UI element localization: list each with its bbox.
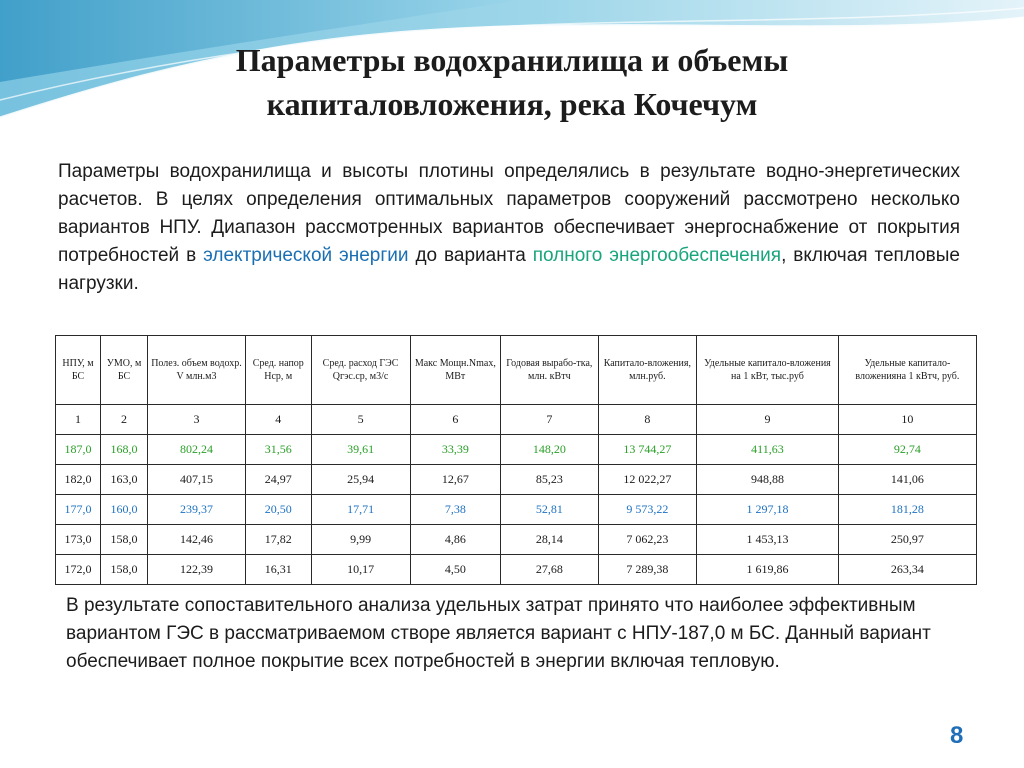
- table-cell: 6: [410, 405, 501, 435]
- intro-text-3: , включая тепловые нагрузки.: [58, 245, 960, 294]
- table-cell: 25,94: [311, 465, 410, 495]
- table-row: [56, 525, 977, 555]
- table-cell: 3: [148, 405, 246, 435]
- table-cell: 27,68: [501, 555, 598, 585]
- table-cell: 172,0: [56, 555, 101, 585]
- header-annual-output: Годовая вырабо-тка, млн. кВтч: [501, 336, 598, 405]
- parameters-table: [55, 335, 977, 585]
- table-cell: 4,86: [410, 525, 501, 555]
- table-cell: 168,0: [101, 435, 148, 465]
- table-index-row: [56, 405, 977, 435]
- table-cell: 85,23: [501, 465, 598, 495]
- table-cell: 5: [311, 405, 410, 435]
- table-cell: 1 453,13: [697, 525, 839, 555]
- table-cell: 24,97: [245, 465, 311, 495]
- page-number: 8: [950, 722, 964, 749]
- table-cell: 4: [245, 405, 311, 435]
- table-cell: 141,06: [838, 465, 976, 495]
- table-cell: 163,0: [101, 465, 148, 495]
- table-cell: 142,46: [148, 525, 246, 555]
- table-cell: 1 619,86: [697, 555, 839, 585]
- table-row: [56, 495, 977, 525]
- table-cell: 10: [838, 405, 976, 435]
- conclusion-paragraph: В результате сопоставительного анализа удельных затрат принято что наиболее эффективным вариантом ГЭС в рассматриваемом створе является вариант с НПУ-187,0 м БС. Данный вариант обеспечивает полное покрытие всех потребностей в энергии включая тепловую.: [66, 595, 931, 672]
- header-max-power: Макс Мощн.Nmax, МВт: [410, 336, 501, 405]
- table-cell: 28,14: [501, 525, 598, 555]
- table-cell: 39,61: [311, 435, 410, 465]
- header-avg-flow: Сред. расход ГЭС Qгэс.ср, м3/с: [311, 336, 410, 405]
- table-cell: 181,28: [838, 495, 976, 525]
- table-cell: 263,34: [838, 555, 976, 585]
- header-useful-volume: Полез. объем водохр. V млн.м3: [148, 336, 246, 405]
- table-cell: 7 289,38: [598, 555, 697, 585]
- header-specific-per-kwh: Удельные капитало-вложенияна 1 кВтч, руб.: [838, 336, 976, 405]
- table-cell: 407,15: [148, 465, 246, 495]
- table-cell: 182,0: [56, 465, 101, 495]
- intro-text-1: Параметры водохранилища и высоты плотины определялись в результате водно-энергетических расчетов. В целях определения оптимальных параметров сооружений рассмотрено несколько вариантов НПУ. Диапазон рассмотренных вариантов обеспечивает энергоснабжение от покрытия потребностей в: [58, 161, 960, 266]
- header-umo: УМО, м БС: [101, 336, 148, 405]
- title-line-1: Параметры водохранилища и объемы: [235, 42, 789, 78]
- table-cell: 7,38: [410, 495, 501, 525]
- table-cell: 31,56: [245, 435, 311, 465]
- table-cell: 158,0: [101, 525, 148, 555]
- header-specific-per-kw: Удельные капитало-вложения на 1 кВт, тыс.руб: [697, 336, 839, 405]
- table-cell: 20,50: [245, 495, 311, 525]
- highlight-full-energy-supply: полного энергообеспечения: [532, 245, 782, 266]
- table-cell: 177,0: [56, 495, 101, 525]
- table-cell: 12 022,27: [598, 465, 697, 495]
- table-cell: 239,37: [148, 495, 246, 525]
- table-cell: 17,71: [311, 495, 410, 525]
- table-cell: 17,82: [245, 525, 311, 555]
- table-row: [56, 555, 977, 585]
- table-cell: 9: [697, 405, 839, 435]
- table-cell: 948,88: [697, 465, 839, 495]
- slide-title: [60, 38, 964, 126]
- table-cell: 122,39: [148, 555, 246, 585]
- header-capital-investment: Капитало-вложения, млн.руб.: [598, 336, 697, 405]
- table-cell: 411,63: [697, 435, 839, 465]
- intro-paragraph: [58, 158, 960, 298]
- table-cell: 52,81: [501, 495, 598, 525]
- table-cell: 4,50: [410, 555, 501, 585]
- table-cell: 158,0: [101, 555, 148, 585]
- table-row: [56, 465, 977, 495]
- table-cell: 9 573,22: [598, 495, 697, 525]
- table-cell: 148,20: [501, 435, 598, 465]
- table-cell: 1 297,18: [697, 495, 839, 525]
- table-cell: 802,24: [148, 435, 246, 465]
- table-cell: 7: [501, 405, 598, 435]
- table-cell: 10,17: [311, 555, 410, 585]
- table-cell: 173,0: [56, 525, 101, 555]
- table-row: [56, 435, 977, 465]
- table-cell: 33,39: [410, 435, 501, 465]
- table-cell: 12,67: [410, 465, 501, 495]
- table-cell: 2: [101, 405, 148, 435]
- table-cell: 187,0: [56, 435, 101, 465]
- table-cell: 16,31: [245, 555, 311, 585]
- table-cell: 8: [598, 405, 697, 435]
- header-npu: НПУ, м БС: [56, 336, 101, 405]
- table-cell: 250,97: [838, 525, 976, 555]
- table-cell: 92,74: [838, 435, 976, 465]
- table-cell: 13 744,27: [598, 435, 697, 465]
- table-header-row: [56, 336, 977, 405]
- table-cell: 9,99: [311, 525, 410, 555]
- title-line-2: капиталовложения, река Кочечум: [266, 86, 758, 122]
- table-cell: 1: [56, 405, 101, 435]
- highlight-electric-energy: электрической энергии: [203, 245, 409, 266]
- table-cell: 7 062,23: [598, 525, 697, 555]
- table-cell: 160,0: [101, 495, 148, 525]
- header-avg-head: Сред. напор Нср, м: [245, 336, 311, 405]
- intro-text-2: до варианта: [408, 245, 533, 266]
